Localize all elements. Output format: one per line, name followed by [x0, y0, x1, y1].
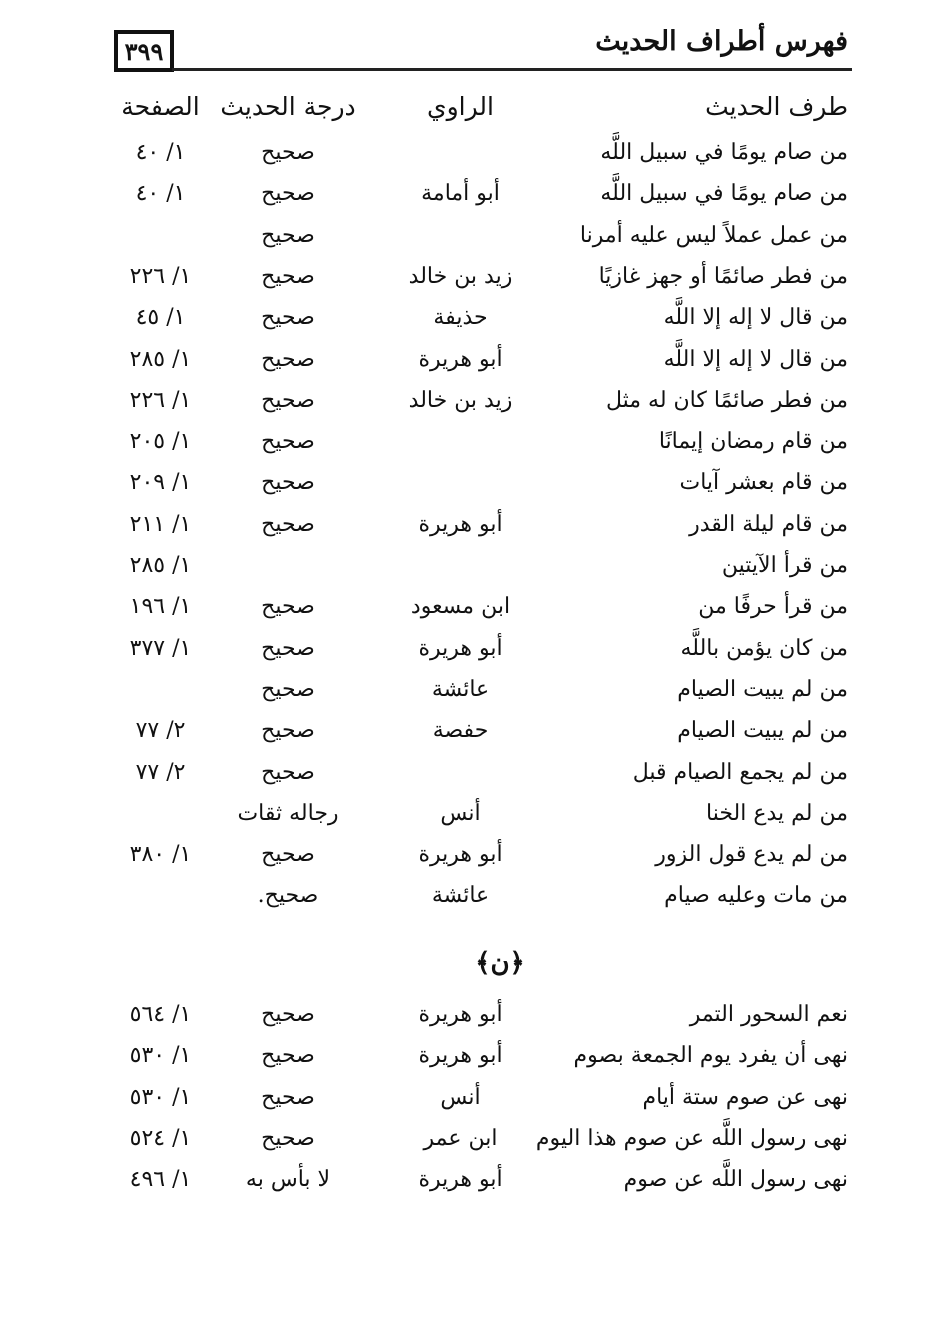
- page-ref-cell: ١/ ٥٣٠: [129, 1043, 192, 1069]
- table-row: [108, 305, 848, 345]
- page-ref-cell: ١/ ٤٩٦: [129, 1167, 192, 1193]
- page-ref-cell: ١/ ٢١١: [129, 511, 192, 537]
- hadith-text: من قام بعشر آيات: [679, 470, 848, 496]
- table-row: [108, 594, 848, 634]
- table-row: [108, 470, 848, 510]
- table-row: [108, 512, 848, 552]
- narrator-cell: أبو هريرة: [418, 842, 503, 868]
- grade-cell: صحيح: [261, 1002, 315, 1027]
- hadith-text: من فطر صائمًا كان له مثل: [605, 387, 848, 413]
- table-row: [108, 1043, 848, 1083]
- grade-cell: صحيح: [261, 1043, 315, 1069]
- table-row: [108, 181, 848, 221]
- table-row: [108, 347, 848, 387]
- column-header-grade: درجة الحديث: [220, 92, 356, 121]
- hadith-text: نهى أن يفرد يوم الجمعة بصوم: [573, 1043, 848, 1069]
- narrator-cell: عائشة: [431, 883, 490, 909]
- grade-cell: رجاله ثقات: [237, 800, 339, 826]
- page-ref-cell: ١/ ٥٦٤: [129, 1002, 192, 1027]
- grade-cell: صحيح: [261, 759, 315, 785]
- table-row: [108, 1126, 848, 1166]
- hadith-text: من قرأ حرفًا من: [698, 594, 848, 620]
- grade-cell: صحيح: [261, 635, 315, 661]
- page-ref-cell: ١/ ٥٢٤: [129, 1125, 192, 1151]
- hadith-text: من لم يدع الخنا: [705, 800, 848, 826]
- page-ref-cell: ١/ ٢٨٥: [129, 553, 192, 578]
- grade-cell: صحيح.: [257, 883, 319, 909]
- narrator-cell: أبو هريرة: [418, 1002, 503, 1027]
- grade-cell: صحيح: [261, 1125, 315, 1151]
- page-ref-cell: ١/ ٢٠٩: [129, 470, 192, 496]
- narrator-cell: أبو هريرة: [418, 1167, 503, 1193]
- narrator-cell: أبو هريرة: [418, 511, 503, 537]
- table-row: [108, 140, 848, 180]
- hadith-text: من مات وعليه صيام: [664, 883, 848, 909]
- hadith-text: من عمل عملاً ليس عليه أمرنا: [579, 222, 848, 248]
- grade-cell: صحيح: [261, 346, 315, 372]
- grade-cell: صحيح: [261, 140, 315, 165]
- grade-cell: صحيح: [261, 1084, 315, 1110]
- grade-cell: صحيح: [261, 429, 315, 455]
- table-row: [108, 677, 848, 717]
- narrator-cell: عائشة: [431, 676, 490, 702]
- page-ref-cell: ٢/ ٧٧: [135, 718, 186, 744]
- table-row: [108, 801, 848, 841]
- letter-divider: ﴿ن﴾: [475, 948, 525, 978]
- hadith-text: من فطر صائمًا أو جهز غازيًا: [598, 263, 848, 289]
- header-rule: [172, 68, 852, 71]
- narrator-cell: أنس: [440, 800, 481, 826]
- page-ref-cell: ١/ ٢٨٥: [129, 346, 192, 372]
- narrator-cell: زيد بن خالد: [408, 263, 513, 289]
- grade-cell: صحيح: [261, 387, 315, 413]
- page-ref-cell: ١/ ٤٠: [135, 140, 186, 165]
- grade-cell: صحيح: [261, 470, 315, 496]
- narrator-cell: زيد بن خالد: [408, 387, 513, 413]
- page-ref-cell: ١/ ٤٥: [135, 305, 186, 331]
- page-ref-cell: ١/ ٢٠٥: [129, 429, 192, 455]
- column-header-page: الصفحة: [121, 92, 200, 121]
- hadith-text: من قام ليلة القدر: [689, 511, 848, 537]
- table-row: [108, 388, 848, 428]
- grade-cell: صحيح: [261, 842, 315, 868]
- grade-cell: صحيح: [261, 222, 315, 248]
- table-row: [108, 718, 848, 758]
- hadith-text: نهى عن صوم ستة أيام: [642, 1084, 848, 1110]
- narrator-cell: أنس: [440, 1084, 481, 1110]
- grade-cell: صحيح: [261, 594, 315, 620]
- table-row: [108, 636, 848, 676]
- hadith-text: من صام يومًا في سبيل اللَّه: [600, 140, 848, 165]
- hadith-text: من قرأ الآيتين: [721, 553, 848, 578]
- hadith-text: من لم يبيت الصيام: [677, 676, 848, 702]
- column-header-narrator: الراوي: [427, 92, 494, 121]
- section-title: فهرس أطراف الحديث: [595, 26, 848, 57]
- page-ref-cell: ١/ ١٩٦: [129, 594, 192, 620]
- grade-cell: صحيح: [261, 263, 315, 289]
- table-row: [108, 1085, 848, 1125]
- grade-cell: صحيح: [261, 676, 315, 702]
- hadith-text: من لم يدع قول الزور: [655, 842, 848, 868]
- table-row: [108, 1167, 848, 1207]
- grade-cell: صحيح: [261, 305, 315, 331]
- table-row: [108, 1002, 848, 1042]
- grade-cell: صحيح: [261, 718, 315, 744]
- narrator-cell: أبو أمامة: [421, 181, 500, 207]
- hadith-text: من كان يؤمن باللَّه: [680, 635, 848, 661]
- hadith-text: نعم السحور التمر: [689, 1002, 848, 1027]
- hadith-text: نهى رسول اللَّه عن صوم: [623, 1167, 848, 1193]
- table-row: [108, 223, 848, 263]
- narrator-cell: ابن مسعود: [410, 594, 511, 620]
- table-row: [108, 264, 848, 304]
- page-ref-cell: ١/ ٢٢٦: [129, 387, 192, 413]
- hadith-text: من لم يجمع الصيام قبل: [632, 759, 848, 785]
- table-row: [108, 883, 848, 923]
- table-row: [108, 760, 848, 800]
- narrator-cell: أبو هريرة: [418, 1043, 503, 1069]
- narrator-cell: أبو هريرة: [418, 635, 503, 661]
- table-row: [108, 429, 848, 469]
- hadith-text: من صام يومًا في سبيل اللَّه: [600, 181, 848, 207]
- page-header: [108, 18, 848, 78]
- grade-cell: لا بأس به: [245, 1167, 331, 1193]
- page-ref-cell: ١/ ٥٣٠: [129, 1084, 192, 1110]
- hadith-text: من قام رمضان إيمانًا: [658, 429, 848, 455]
- hadith-text: من قال لا إله إلا اللَّه: [663, 305, 848, 331]
- narrator-cell: أبو هريرة: [418, 346, 503, 372]
- page-ref-cell: ١/ ٢٢٦: [129, 263, 192, 289]
- table-row: [108, 553, 848, 593]
- narrator-cell: ابن عمر: [423, 1125, 498, 1151]
- hadith-text: من قال لا إله إلا اللَّه: [663, 346, 848, 372]
- hadith-text: من لم يبيت الصيام: [677, 718, 848, 744]
- hadith-text: نهى رسول اللَّه عن صوم هذا اليوم: [535, 1125, 848, 1151]
- narrator-cell: حذيفة: [433, 305, 488, 331]
- table-row: [108, 842, 848, 882]
- page-number: ٣٩٩: [114, 30, 174, 72]
- table-header: [108, 92, 848, 132]
- page-ref-cell: ٢/ ٧٧: [135, 759, 186, 785]
- grade-cell: صحيح: [261, 181, 315, 207]
- grade-cell: صحيح: [261, 511, 315, 537]
- column-header-hadith: طرف الحديث: [705, 92, 848, 121]
- page-ref-cell: ١/ ٤٠: [135, 181, 186, 207]
- narrator-cell: حفصة: [432, 718, 489, 744]
- page-ref-cell: ١/ ٣٧٧: [129, 635, 192, 661]
- page-ref-cell: ١/ ٣٨٠: [129, 842, 192, 868]
